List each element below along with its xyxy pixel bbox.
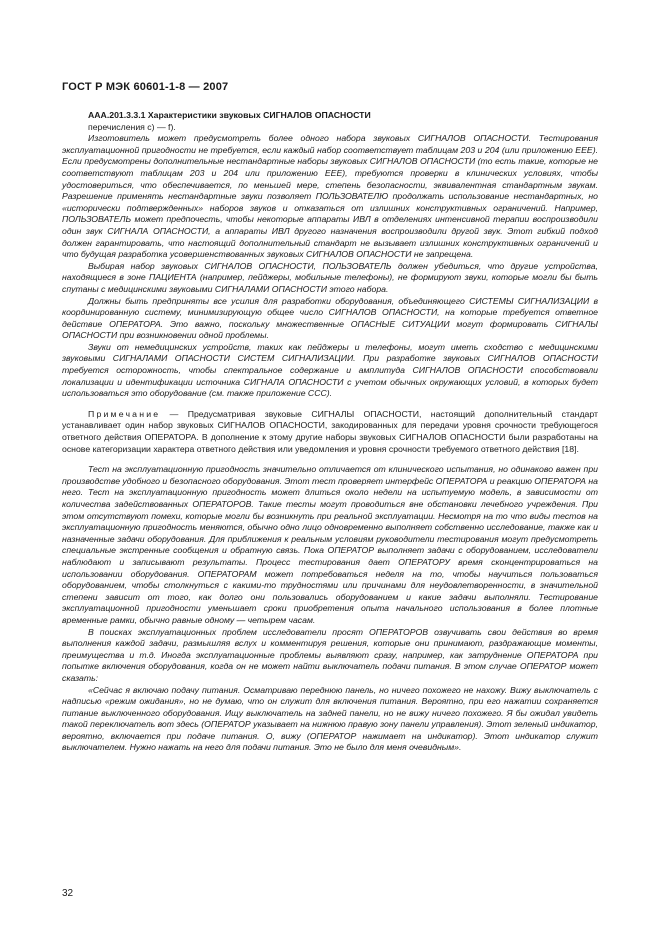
document-body bbox=[62, 110, 598, 754]
paragraph: Тест на эксплуатационную пригодность значительно отличается от клинического испытания, но одинаково важен при производстве удобного и безопасного оборудования. Этот тест проверяет интерфейс ОПЕРАТОРА и реакцию ОПЕРАТОРА на него. Тест на эксплуатационную пригодность может длиться около недели на испытуемую модель, в зависимости от количества задействованных ОПЕРАТОРОВ. Такие тесты могут проводиться вне обстановки лечебного учреждения. При этом отсутствуют помехи, которые могли бы возникнуть при реальной эксплуатации. Несмотря на то что виды тестов на эксплуатационную пригодность меняются, обычно одно лицо одновременно выполняет собственно исследование, также как и назначенные задачи оборудования. Для приближения к реальным условиям руководители тестирования могут предусмотреть специальные экстренные сообщения и обратную связь. Пока ОПЕРАТОР выполняет задачи с оборудованием, исследователи наблюдают и записывают результаты. Процесс тестирования дает ОПЕРАТОРУ время сконцентрироваться на использовании оборудования. ОПЕРАТОРАМ может потребоваться неделя на то, чтобы научиться пользоваться оборудованием, чтобы столкнуться с какими-то трудностями или причинами для неудовлетворенности, в значительной степени зависит от того, как долго они пользовались оборудованием и какие задачи выполняли. Тестирование эксплуатационной пригодности уменьшает сроки приобретения опыта начального использования в более плотные временные рамки, обычно равные одному — четырем часам. bbox=[62, 464, 598, 625]
note-paragraph bbox=[62, 409, 598, 455]
document-header: ГОСТ Р МЭК 60601-1-8 — 2007 bbox=[62, 81, 229, 93]
note-text: — Предусматривая звуковые СИГНАЛЫ ОПАСНОСТИ, настоящий дополнительный стандарт устанавливает один набор звуковых СИГНАЛОВ ОПАСНОСТИ, закодированных для передачи уровня срочности требующегося ответного действия ОПЕРАТОРА. В дополнение к этому другие наборы звуковых СИГНАЛОВ ОПАСНОСТИ были разработаны на основе категоризации характера ответного действия или уведомления и уровня срочности требуемого ответного действия [18]. bbox=[62, 408, 598, 454]
paragraph: Звуки от немедицинских устройств, таких как пейджеры и телефоны, могут иметь сходство с медицинскими звуковыми СИГНАЛАМИ ОПАСНОСТИ СИСТЕМ СИГНАЛИЗАЦИИ. При разработке звуковых СИГНАЛОВ ОПАСНОСТИ требуется осторожность, чтобы спектральное содержание и амплитуда СИГНАЛОВ ОПАСНОСТИ способствовали локализации и идентификации источника СИГНАЛА ОПАСНОСТИ с учетом обычных окружающих условий, в которых будет использоваться это оборудование (см. также приложение ССС). bbox=[62, 341, 598, 399]
section-reference: перечисления c) — f). bbox=[88, 121, 176, 132]
paragraph: Должны быть предприняты все усилия для разработки оборудования, объединяющего СИСТЕМЫ СИГНАЛИЗАЦИИ в координированную систему, минимизирующую общее число СИГНАЛОВ ОПАСНОСТИ, на которые требуется ответное действие ОПЕРАТОРА. Это важно, поскольку множественные ОПАСНЫЕ СИТУАЦИИ могут формировать СИГНАЛЫ ОПАСНОСТИ при возникновении одной проблемы. bbox=[62, 295, 598, 341]
note-label: Примечание bbox=[88, 408, 161, 419]
operator-quote: «Сейчас я включаю подачу питания. Осматриваю переднюю панель, но ничего похожего не нахожу. Вижу выключатель с надписью «режим ожидания», но не думаю, что он служит для включения питания. Вероятно, при его нажатии сохраняется питание выключенного оборудования. Ищу выключатель на задней панели, но не вижу ничего похожего. Я бы ожидал увидеть такой переключатель вот здесь (ОПЕРАТОР указывает на нижнюю правую зону панели управления). Этот зеленый индикатор, вероятно, включается при подаче питания. О, вижу (ОПЕРАТОР нажимает на индикатор). Этот индикатор служит выключателем. Нужно нажать на него для подачи питания. Это не было для меня очевидным». bbox=[62, 684, 598, 753]
paragraph: Изготовитель может предусмотреть более одного набора звуковых СИГНАЛОВ ОПАСНОСТИ. Тестирования эксплуатационной пригодности не требуется, если каждый набор соответствует таблицам 203 и 204 (или приложению ЕЕЕ). Если предусмотрены дополнительные нестандартные наборы звуковых СИГНАЛОВ ОПАСНОСТИ (то есть такие, которые не соответствуют таблицам 203 и 204 или приложению ЕЕЕ), требуются проверки в клинических условиях, чтобы удостовериться, что обеспечивается, по меньшей мере, степень безопасности, эквивалентная стандартным звукам. Разрешение применять нестандартные звуки позволяет ПОЛЬЗОВАТЕЛЮ продолжать использование нестандартных, но «исторически подтвержденных» наборов звуков и отказаться от излишних конструктивных ограничений. Например, ПОЛЬЗОВАТЕЛЬ может предпочесть, чтобы некоторые аппараты ИВЛ в отделениях интенсивной терапии воспроизводили один звук СИГНАЛА ОПАСНОСТИ, а аппараты ИВЛ другого назначения воспроизводили другой звук. Этот гибкий подход должен гарантировать, что настоящий дополнительный стандарт не вызывает излишних конструктивных ограничений и что будущая разработка усовершенствованных звуковых СИГНАЛОВ ОПАСНОСТИ не запрещена. bbox=[62, 133, 598, 260]
paragraph: Выбирая набор звуковых СИГНАЛОВ ОПАСНОСТИ, ПОЛЬЗОВАТЕЛЬ должен убедиться, что другие устройства, находящиеся в зоне ПАЦИЕНТА (например, пейджеры, мобильные телефоны), не формируют звуки, которые могли бы быть спутаны с медицинскими звуковыми СИГНАЛАМИ ОПАСНОСТИ этого набора. bbox=[62, 260, 598, 294]
section-heading: ААА.201.3.3.1 Характеристики звуковых СИГНАЛОВ ОПАСНОСТИ bbox=[88, 110, 371, 120]
page-number: 32 bbox=[62, 888, 74, 899]
paragraph: В поисках эксплуатационных проблем исследователи просят ОПЕРАТОРОВ озвучивать свои действия во время выполнения каждой задачи, размышляя вслух и комментируя решения, которые они принимают, раздражающие моменты, преимущества и т.д. Иногда эксплуатационные проблемы выявляют сразу, например, как затруднение ОПЕРАТОРА при попытке включения оборудования, когда он не может найти выключатель подачи питания. В этом случае ОПЕРАТОР может сказать: bbox=[62, 626, 598, 683]
